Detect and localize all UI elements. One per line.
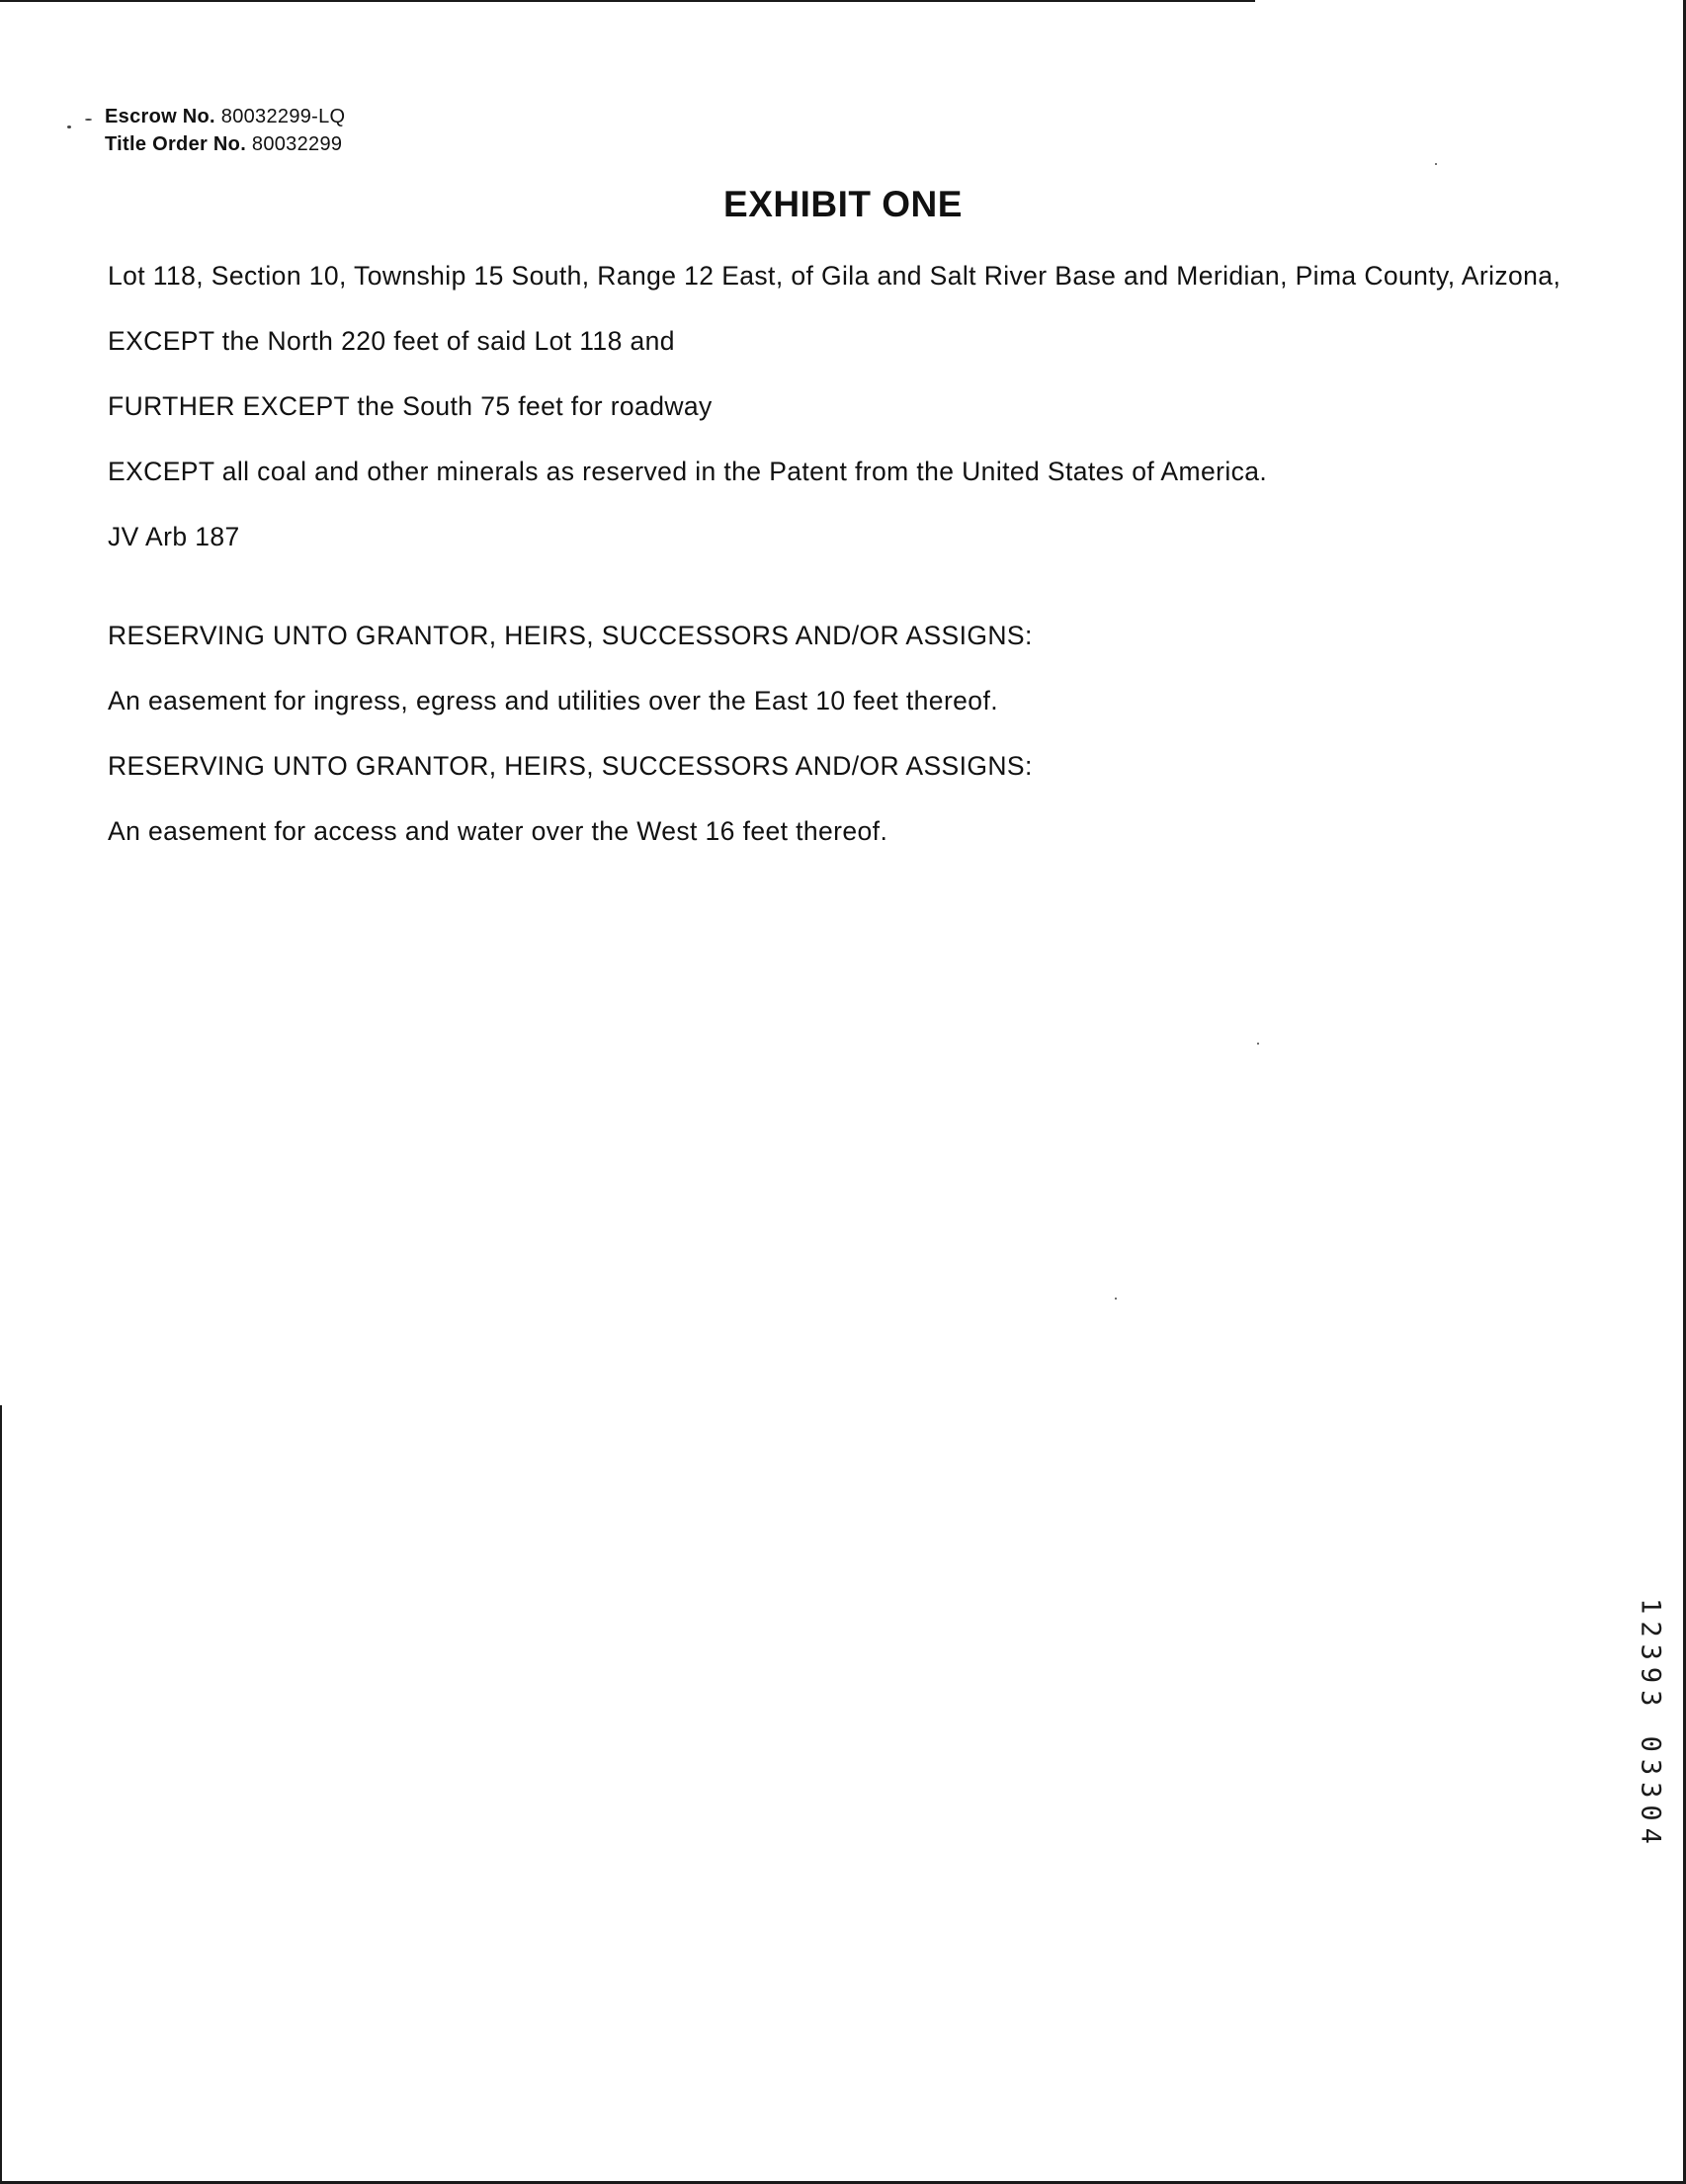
scan-speck [85,119,92,121]
recording-stamp [1631,1591,1670,1858]
except-north-clause: EXCEPT the North 220 feet of said Lot 118 and [108,326,675,356]
scan-speck [1115,1298,1117,1300]
recording-stamp-number: 12393 03304 [1635,1598,1666,1851]
further-except-clause: FURTHER EXCEPT the South 75 feet for roadway [108,391,713,421]
escrow-label: Escrow No. [105,106,215,127]
easement-east-clause: An easement for ingress, egress and utilities over the East 10 feet thereof. [108,686,998,715]
scan-border-left [0,1405,2,2184]
escrow-number: 80032299-LQ [220,106,346,127]
scan-speck [67,126,71,128]
page-title: EXHIBIT ONE [723,184,963,224]
reserving-heading-2: RESERVING UNTO GRANTOR, HEIRS, SUCCESSORS AND/OR ASSIGNS: [108,751,1033,781]
document-references [105,103,345,158]
legal-description: Lot 118, Section 10, Township 15 South, Range 12 East, of Gila and Salt River Base and Meridian, Pima County, Arizona, [108,261,1561,291]
title-order-label: Title Order No. [105,133,247,155]
scan-speck [1257,1043,1259,1045]
scan-border-top [0,0,1255,2]
reserving-heading-1: RESERVING UNTO GRANTOR, HEIRS, SUCCESSORS AND/OR ASSIGNS: [108,621,1033,650]
escrow-number-line [105,103,345,130]
reference-code: JV Arb 187 [108,522,240,551]
title-order-line [105,130,345,158]
document-body [108,259,1590,848]
scan-speck [1435,163,1437,165]
easement-west-clause: An easement for access and water over the West 16 feet thereof. [108,816,888,846]
title-order-number: 80032299 [251,133,343,155]
except-minerals-clause: EXCEPT all coal and other minerals as reserved in the Patent from the United States of America. [108,457,1268,486]
